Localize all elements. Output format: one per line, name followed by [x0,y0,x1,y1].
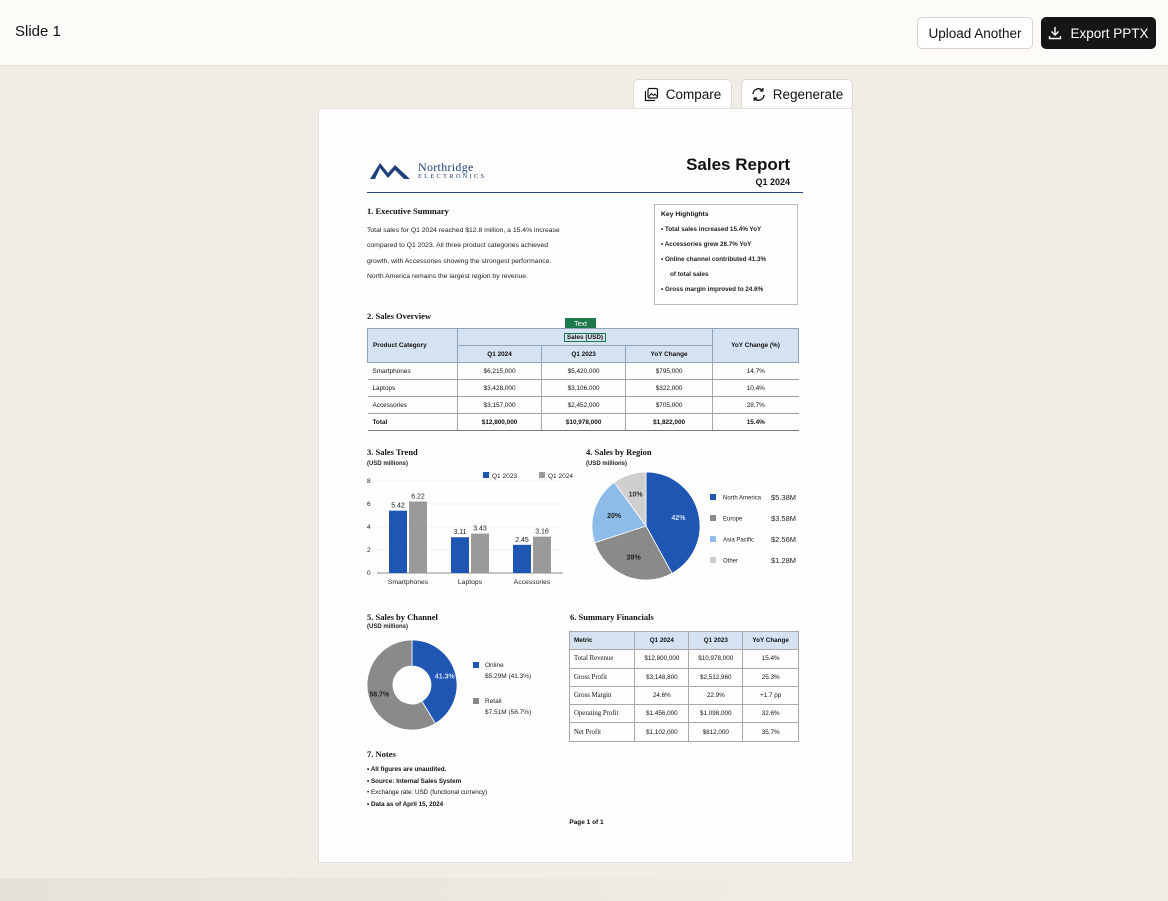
section-notes: 7. Notes [367,749,396,759]
legend-swatch [483,472,489,478]
legend-label: Q1 2023 [492,473,517,480]
cell: $12,800,000 [458,414,542,431]
fin-header: YoY Change [743,632,799,650]
y-tick-label: 0 [367,570,371,577]
cell: $3,106,000 [542,380,626,397]
slide-title: Slide 1 [15,23,61,40]
category-label: Accessories [513,579,551,586]
cell: $10,978,000 [689,650,743,668]
header-yoy-change: YoY Change [626,346,713,363]
fin-header: Q1 2023 [689,632,743,650]
cell: 15.4% [713,414,799,431]
cell: $795,000 [626,363,713,380]
section-sales-by-channel: 5. Sales by Channel [367,612,438,622]
table-row [368,380,799,397]
legend-swatch [710,515,716,521]
table-row [368,363,799,380]
sales-by-channel-chart [363,637,563,733]
summary-paragraph [367,223,607,284]
cell: $2,452,000 [542,397,626,414]
bottom-shadow [0,878,1168,901]
cell: 15.4% [743,650,799,668]
key-highlights-title: Key Highlights [661,211,709,218]
cell: 22.9% [689,686,743,704]
legend-swatch [473,662,479,668]
cell: Gross Margin [570,686,635,704]
cell: $10,978,000 [542,414,626,431]
key-highlights-box [654,204,798,305]
highlight-item: • Total sales increased 15.4% YoY [661,226,762,233]
regenerate-label: Regenerate [772,87,844,102]
company-logo-mark [368,157,413,181]
bar-value-label: 5.42 [391,502,405,510]
section-sales-overview: 2. Sales Overview [367,311,431,321]
note-item: • Source: Internal Sales System [367,777,462,785]
export-pptx-label: Export PPTX [1070,25,1149,41]
cell: 14.7% [713,363,799,380]
cell: 25.3% [743,668,799,686]
cell: $812,000 [689,723,743,741]
slice-label: 28% [626,554,641,562]
slice-label: 20% [607,513,622,521]
highlight-item: • Gross margin improved to 24.6% [661,286,764,293]
legend-label: Europe [723,516,743,523]
cell: Total [368,414,458,431]
cell: $2,512,960 [689,668,743,686]
summary-line: North America remains the largest region by revenue. [367,272,528,280]
legend-swatch [710,557,716,563]
legend-value: $1.28M [771,556,797,565]
refresh-icon [751,87,766,102]
legend-swatch [473,698,479,704]
y-tick-label: 2 [367,547,371,554]
compare-images-icon [644,87,659,102]
summary-line: compared to Q1 2023. All three product categories achieved [367,242,548,250]
cell: +1.7 pp [743,686,799,704]
fin-header: Metric [570,632,635,650]
cell: 24.6% [635,686,689,704]
summary-line: growth, with Accessories showing the strongest performance. [367,257,552,265]
slice-label: 41.3% [434,673,455,681]
slice-label: 42% [671,515,686,523]
bar-value-label: 3.11 [453,529,467,537]
cell: Total Revenue [570,650,635,668]
cell: $5,420,000 [542,363,626,380]
cell: Net Profit [570,723,635,741]
cell: $3,157,000 [458,397,542,414]
cell: $3,148,800 [635,668,689,686]
cell: $1,456,000 [635,705,689,723]
header-yoy-pct: YoY Change (%) [713,329,799,363]
note-item: • Exchange rate: USD (functional currency) [367,789,488,796]
note-item: • All figures are unaudited. [367,766,447,773]
cell: $3,428,000 [458,380,542,397]
export-pptx-button[interactable] [1041,17,1156,49]
regenerate-button[interactable] [741,79,853,110]
table-row [570,668,799,686]
sales-by-region-chart [581,471,821,591]
legend-label: Retail [485,698,502,705]
legend-detail: $5.29M (41.3%) [485,673,532,680]
cell: Smartphones [368,363,458,380]
summary-financials-table [569,631,799,742]
cell: 35.7% [743,723,799,741]
notes-list [367,764,487,810]
company-name: Northridge [418,160,474,174]
table-row [570,650,799,668]
note-item: • Data as of April 15, 2024 [367,800,444,808]
top-bar [0,0,1168,66]
legend-label: North America [723,495,762,502]
report-title: Sales Report [686,155,790,174]
legend-value: $3.58M [771,514,797,523]
cell: 10.4% [713,380,799,397]
bar [513,545,531,573]
sales-trend-units: (USD millions) [367,461,409,467]
legend-value: $2.56M [771,535,797,544]
region-units: (USD millions) [586,461,628,467]
slice-label: 10% [628,491,643,499]
header-product-category: Product Category [368,329,458,363]
table-row [570,705,799,723]
cell: 28.7% [713,397,799,414]
bar [533,537,551,573]
table-total-row [368,414,799,431]
y-tick-label: 8 [367,478,371,485]
bar [389,511,407,573]
cell: $1,102,000 [635,723,689,741]
cell: $322,000 [626,380,713,397]
download-icon [1048,26,1062,40]
table-row [570,723,799,741]
highlight-item: • Online channel contributed 41.3% [661,256,767,263]
cell: 32.6% [743,705,799,723]
cell: Operating Profit [570,705,635,723]
compare-button[interactable] [633,79,732,110]
header-q1-2024: Q1 2024 [458,346,542,363]
header-divider [367,192,803,193]
table-row [368,397,799,414]
y-tick-label: 4 [367,524,371,531]
cell: $12,800,000 [635,650,689,668]
bar-value-label: 3.43 [473,525,487,533]
upload-another-button[interactable] [917,17,1033,49]
bar-value-label: 2.45 [515,536,529,544]
header-q1-2023: Q1 2023 [542,346,626,363]
legend-label: Online [485,662,504,669]
category-label: Laptops [457,579,483,586]
slide-page [318,108,853,863]
slice-label: 58.7% [369,691,390,699]
channel-units: (USD millions) [367,624,409,630]
highlight-item: • Accessories grew 28.7% YoY [661,241,752,248]
text-element-badge[interactable]: Text [565,318,596,330]
table-row [570,686,799,704]
bar-value-label: 3.16 [535,528,549,536]
legend-swatch [539,472,545,478]
legend-swatch [710,536,716,542]
section-executive-summary: 1. Executive Summary [367,206,449,216]
compare-label: Compare [665,87,722,102]
legend-label: Q1 2024 [548,473,573,480]
cell: Accessories [368,397,458,414]
upload-another-label: Upload Another [928,25,1022,41]
legend-value: $5.38M [771,493,797,502]
cell: Gross Profit [570,668,635,686]
legend-detail: $7.51M (58.7%) [485,709,532,716]
legend-swatch [710,494,716,500]
header-sales-usd-label: Sales (USD) [564,333,606,342]
section-summary-financials: 6. Summary Financials [570,612,654,622]
company-subname: ELECTRONICS [418,173,487,180]
bar [451,537,469,573]
summary-line: Total sales for Q1 2024 reached $12.8 million, a 15.4% increase [367,227,560,234]
fin-header: Q1 2024 [635,632,689,650]
cell: $1,822,000 [626,414,713,431]
cell: $1,098,000 [689,705,743,723]
legend-label: Other [723,558,739,565]
sales-trend-chart [363,461,573,597]
sales-overview-table [367,328,799,431]
section-sales-by-region: 4. Sales by Region [586,447,652,457]
cell: Laptops [368,380,458,397]
cell: $6,215,000 [458,363,542,380]
header-sales-usd[interactable] [458,329,713,346]
y-tick-label: 6 [367,501,371,508]
category-label: Smartphones [387,579,429,586]
page-footer: Page 1 of 1 [569,819,604,826]
cell: $705,000 [626,397,713,414]
report-subtitle: Q1 2024 [755,177,790,187]
legend-label: Asia Pacific [723,537,755,544]
bar [409,501,427,573]
bar [471,534,489,573]
highlight-item: of total sales [670,271,709,278]
bar-value-label: 6.22 [411,493,425,501]
section-sales-trend: 3. Sales Trend [367,447,418,457]
